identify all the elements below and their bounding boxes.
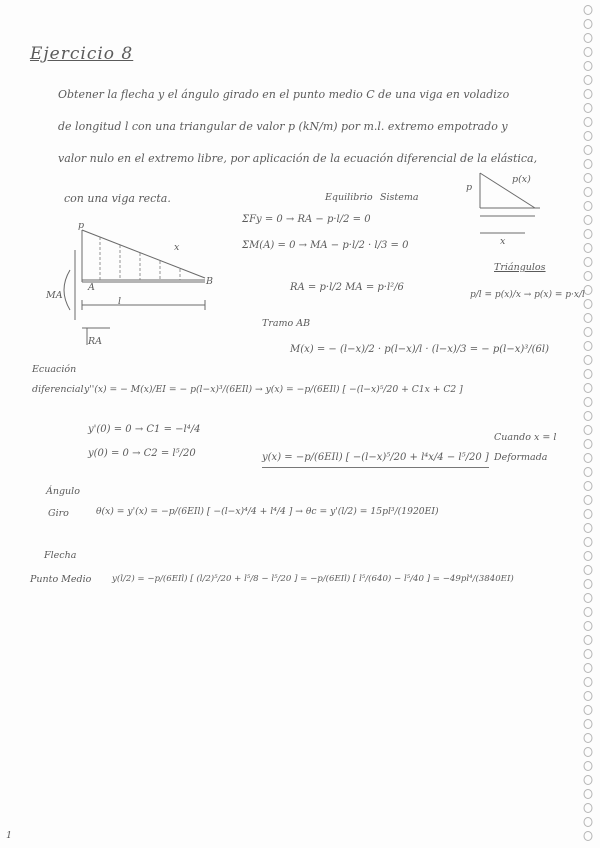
binding-ring — [584, 146, 592, 155]
binding-ring — [584, 538, 592, 547]
binding-ring — [584, 342, 592, 351]
binding-ring — [584, 20, 592, 29]
binding-ring — [584, 552, 592, 561]
section-label: Tramo AB — [262, 318, 311, 329]
binding-ring — [584, 216, 592, 225]
binding-ring — [584, 384, 592, 393]
deflection-equation: y(l/2) = −p/(6EIl) [ (l/2)⁵/20 + l⁵/8 − l⁵/20 ] = −p/(6EIl) [ l⁵/(640) − l⁵/40 ] = −49pl⁴/(3840EI) — [112, 574, 514, 584]
binding-ring — [584, 440, 592, 449]
binding-ring — [584, 230, 592, 239]
binding-ring — [584, 594, 592, 603]
angle-label-1: Ángulo — [46, 486, 80, 497]
binding-ring — [584, 818, 592, 827]
load-sketch-x: x — [500, 236, 506, 247]
binding-ring — [584, 412, 592, 421]
boundary-cond-2: y(0) = 0 → C2 = l⁵/20 — [88, 448, 196, 459]
section-moment: M(x) = − (l−x)/2 · p(l−x)/l · (l−x)/3 = − p(l−x)³/(6l) — [290, 344, 549, 355]
binding-ring — [584, 524, 592, 533]
deflection-label-2: Punto Medio — [30, 574, 92, 585]
beam-label-l: l — [118, 296, 122, 307]
binding-ring — [584, 496, 592, 505]
binding-ring — [584, 566, 592, 575]
binding-ring — [584, 664, 592, 673]
beam-label-p: p — [78, 220, 85, 231]
elastic-result: y(x) = −p/(6EIl) [ −(l−x)⁵/20 + l⁴x/4 − l⁵/20 ] — [262, 452, 489, 468]
binding-ring — [584, 328, 592, 337]
binding-ring — [584, 804, 592, 813]
binding-ring — [584, 762, 592, 771]
spiral-binding — [578, 0, 598, 848]
load-sketch-px: p(x) — [512, 174, 531, 185]
binding-ring — [584, 34, 592, 43]
binding-ring — [584, 776, 592, 785]
footer-mark: 1 — [6, 830, 13, 841]
binding-ring — [584, 258, 592, 267]
boundary-cond-1: y'(0) = 0 → C1 = −l⁴/4 — [88, 424, 201, 435]
binding-ring — [584, 356, 592, 365]
binding-ring — [584, 832, 592, 841]
binding-ring — [584, 790, 592, 799]
binding-ring — [584, 720, 592, 729]
binding-ring — [584, 62, 592, 71]
elastic-eq1: y''(x) = − M(x)/EI = − p(l−x)³/(6EIl) → y(x) = −p/(6EIl) [ −(l−x)⁵/20 + C1x + C2 ] — [84, 384, 463, 395]
binding-ring — [584, 90, 592, 99]
binding-ring — [584, 468, 592, 477]
beam-label-x: x — [174, 242, 180, 253]
binding-ring — [584, 608, 592, 617]
elastic-label: Ecuación diferencial — [32, 364, 84, 395]
beam-label-RA: RA — [88, 336, 103, 347]
elastic-result-note: Cuando x = l Deformada — [494, 432, 557, 463]
angle-label-2: Giro — [48, 508, 69, 519]
binding-ring — [584, 76, 592, 85]
statement-line-4: con una viga recta. — [64, 192, 171, 205]
binding-ring — [584, 286, 592, 295]
binding-ring — [584, 454, 592, 463]
equilibrium-eq3: RA = p·l/2 MA = p·l²/6 — [290, 282, 404, 293]
binding-ring — [584, 314, 592, 323]
beam-diagram — [30, 210, 230, 360]
beam-label-MA: MA — [46, 290, 63, 301]
binding-ring — [584, 678, 592, 687]
exercise-title: Ejercicio 8 — [30, 44, 134, 64]
equilibrium-eq1: ΣFy = 0 → RA − p·l/2 = 0 — [242, 214, 371, 225]
binding-ring — [584, 272, 592, 281]
binding-ring — [584, 636, 592, 645]
binding-ring — [584, 692, 592, 701]
binding-ring — [584, 188, 592, 197]
deflection-label-1: Flecha — [44, 550, 77, 561]
statement-line-2: de longitud l con una triangular de valor p (kN/m) por m.l. extremo empotrado y — [58, 120, 508, 133]
beam-label-A: A — [88, 282, 95, 293]
binding-ring — [584, 398, 592, 407]
binding-ring — [584, 244, 592, 253]
statement-line-3: valor nulo en el extremo libre, por aplicación de la ecuación diferencial de la elástica, — [58, 152, 538, 165]
binding-ring — [584, 300, 592, 309]
binding-ring — [584, 132, 592, 141]
binding-ring — [584, 580, 592, 589]
binding-ring — [584, 482, 592, 491]
binding-ring — [584, 734, 592, 743]
binding-ring — [584, 370, 592, 379]
binding-ring — [584, 650, 592, 659]
equilibrium-eq2: ΣM(A) = 0 → MA − p·l/2 · l/3 = 0 — [242, 240, 409, 251]
equilibrium-header-left: Equilibrio — [325, 192, 373, 203]
binding-ring — [584, 510, 592, 519]
binding-ring — [584, 6, 592, 15]
triangles-equation: p/l = p(x)/x → p(x) = p·x/l — [470, 290, 585, 300]
binding-ring — [584, 118, 592, 127]
equilibrium-header-right: Sistema — [380, 192, 419, 203]
angle-equation: θ(x) = y'(x) = −p/(6EIl) [ −(l−x)⁴/4 + l⁴/4 ] → θc = y'(l/2) = 15pl³/(1920EI) — [96, 506, 439, 517]
beam-label-B: B — [206, 276, 213, 287]
binding-ring — [584, 160, 592, 169]
binding-ring — [584, 748, 592, 757]
binding-ring — [584, 706, 592, 715]
triangles-title: Triángulos — [494, 262, 546, 273]
statement-line-1: Obtener la flecha y el ángulo girado en el punto medio C de una viga en voladizo — [58, 88, 510, 101]
binding-ring — [584, 622, 592, 631]
binding-ring — [584, 104, 592, 113]
binding-ring — [584, 426, 592, 435]
load-sketch-p: p — [466, 182, 473, 193]
binding-ring — [584, 174, 592, 183]
binding-ring — [584, 202, 592, 211]
binding-ring — [584, 48, 592, 57]
